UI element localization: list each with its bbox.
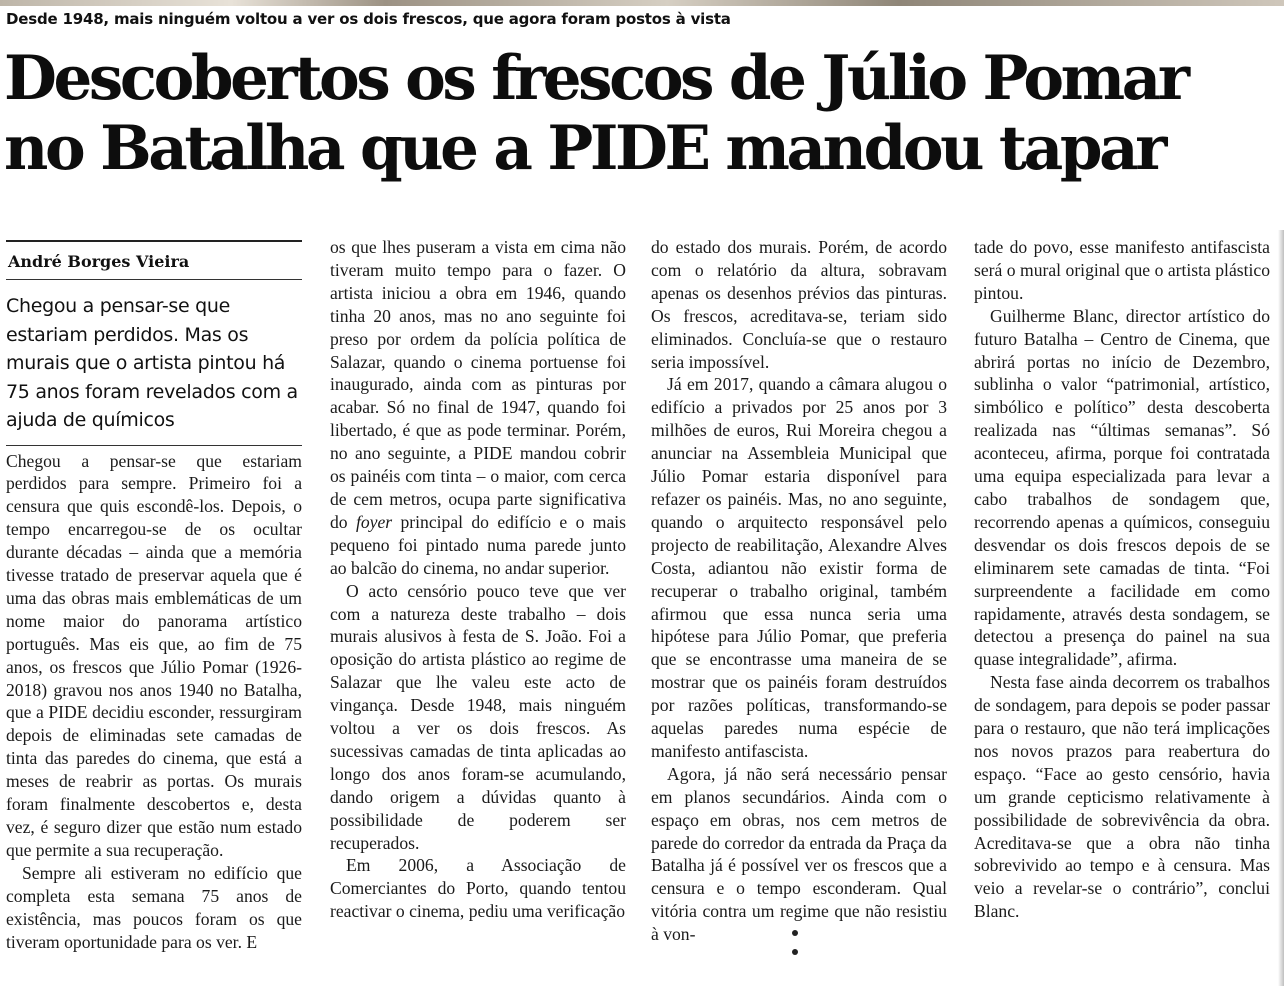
paragraph: Chegou a pensar-se que estariam perdidos para sempre. Primeiro foi a censura que quis escondê-los. Depois, o tempo encarregou-se de os ocultar durante décadas – ainda que a memória tivesse tratado de preservar aquela que é uma das obras mais emblemáticas de um nome maior do panorama artístico português. Mas eis que, ao fim de 75 anos, os frescos que Júlio Pomar (1926-2018) gravou nos anos 1940 no Batalha, que a PIDE decidiu esconder, ressurgiram depois de eliminadas sete camadas de tinta das paredes do cinema, que está a meses de reabrir as portas. Os murais foram finalmente descobertos e, desta vez, é seguro dizer que estão num estado que permite a sua recuperação. [6, 450, 302, 860]
column-2 [330, 236, 626, 923]
italic-term: foyer [355, 511, 393, 532]
column-1-body [6, 446, 302, 954]
paragraph: do estado dos murais. Porém, de acordo com o relatório da altura, sobravam apenas os desenhos prévios das pinturas. Os frescos, acreditava-se, teriam sido eliminados. Concluía-se que o restauro seria impossível. [651, 237, 947, 372]
headline: Descobertos os frescos de Júlio Pomar no Batalha que a PIDE mandou tapar [4, 43, 1187, 184]
standfirst: Chegou a pensar-se que estariam perdidos. Mas os murais que o artista pintou há 75 anos foram revelados com a ajuda de químicos [6, 295, 298, 431]
column-3 [651, 236, 947, 946]
kicker-line: Desde 1948, mais ninguém voltou a ver os dois frescos, que agora foram postos à vista [6, 10, 731, 28]
paragraph: Já em 2017, quando a câmara alugou o edifício a privados por 25 anos por 3 milhões de euros, Rui Moreira chegou a anunciar na Assembleia Municipal que Júlio Pomar estaria disponível para refazer os painéis. Mas, no ano seguinte, quando o arquitecto responsável pelo projecto de reabilitação, Alexandre Alves Costa, adiantou não existir forma de recuperar o trabalho original, também afirmou que essa nunca seria uma hipótese para Júlio Pomar, que preferia que se encontrasse uma maneira de se mostrar que os painéis foram destruídos por razões políticas, transformando-se aquelas paredes numa espécie de manifesto antifascista. [651, 374, 947, 761]
column-1 [6, 236, 302, 953]
paragraph-text: principal do edifício e o mais pequeno foi pintado numa parede junto ao balcão do cinema, no andar superior. [330, 511, 626, 578]
photo-edge-strip [0, 0, 1284, 6]
paragraph [330, 236, 626, 580]
paragraph: Guilherme Blanc, director artístico do futuro Batalha – Centro de Cinema, que abrirá portas no início de Dezembro, sublinha o valor “patrimonial, artístico, simbólico e político” desta descoberta realizada nas “últimas semanas”. Só aconteceu, afirma, porque foi contratada uma equipa especializada para levar a cabo trabalhos de sondagem que, recorrendo apenas a químicos, conseguiu desvendar os dois frescos depois de se eliminarem sete camadas de tinta. “Foi surpreendente a facilidade em como rapidamente, através desta sondagem, se detectou a presença do painel na sua quase integralidade”, afirma. [974, 305, 1270, 670]
dot [792, 949, 798, 955]
page-fold-shadow [1278, 230, 1284, 986]
dot [792, 930, 798, 936]
paragraph: Nesta fase ainda decorrem os trabalhos de sondagem, para depois se poder passar para o restauro, que não terá implicações nos novos prazos para reabertura do espaço. “Face ao gesto censório, havia um grande cepticismo relativamente à possibilidade de sobrevivência da obra. Acreditava-se que a obra não tinha sobrevivido ao tempo e à censura. Mas veio a revelar-se o contrário”, conclui Blanc. [974, 672, 1270, 922]
paragraph: Agora, já não será necessário pensar em planos secundários. Ainda com o espaço em obras, nos cem metros de parede do corredor da entrada da Praça da Batalha já é possível ver os frescos que a censura e o tempo esconderam. Qual vitória contra um regime que não resistiu à von- [651, 763, 947, 945]
paragraph: O acto censório pouco teve que ver com a natureza deste trabalho – dois murais alusivos à festa de S. João. Foi a oposição do artista plástico ao regime de Salazar que lhe valeu este acto de vingança. Desde 1948, mais ninguém voltou a ver os dois frescos. As sucessivas camadas de tinta aplicadas ao longo dos anos foram-se acumulando, dando origem a dúvidas quanto à possibilidade de poderem ser recuperados. [330, 580, 626, 853]
paragraph: Sempre ali estiveram no edifício que completa esta semana 75 anos de existência, mas poucos foram os que tiveram oportunidade para os ver. E [6, 862, 302, 952]
paragraph: Em 2006, a Associação de Comerciantes do Porto, quando tentou reactivar o cinema, pediu uma verificação [330, 855, 626, 922]
column-4 [974, 236, 1270, 923]
byline: André Borges Vieira [8, 252, 190, 271]
paragraph: tade do povo, esse manifesto antifascista será o mural original que o artista plástico pintou. [974, 237, 1270, 303]
paragraph-text: os que lhes puseram a vista em cima não tiveram muito tempo para o fazer. O artista iniciou a obra em 1946, quando tinha 20 anos, mas no ano seguinte foi preso por ordem da polícia política de Salazar, quando o cinema portuense foi inaugurado, ainda com as pinturas por acabar. Só no final de 1947, quando foi libertado, é que as pode terminar. Porém, no ano seguinte, a PIDE mandou cobrir os painéis com tinta – o maior, com cerca de cem metros, ocupa parte significativa do [330, 237, 626, 532]
page-dots-indicator [792, 930, 798, 968]
